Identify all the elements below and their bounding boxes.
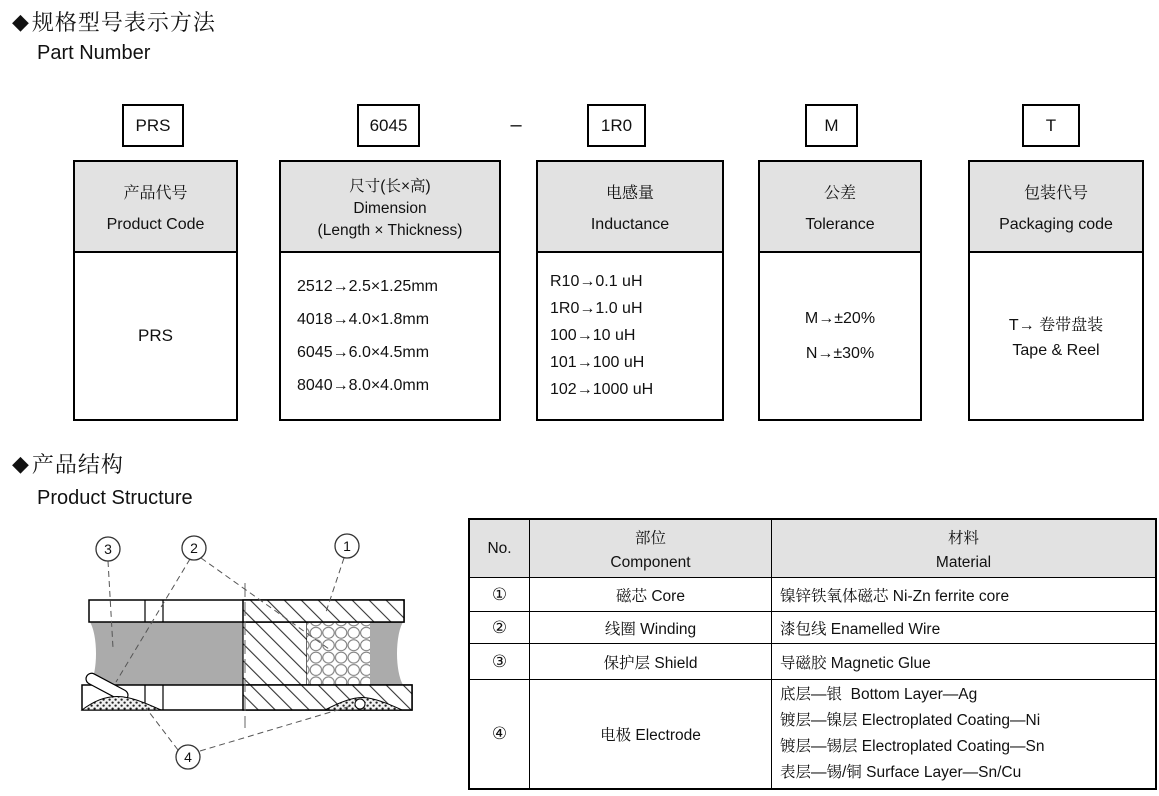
column-packaging-body: T→ 卷带盘装 Tape & Reel: [1008, 317, 1104, 359]
svg-text:2: 2: [190, 540, 198, 556]
callout-3: [96, 537, 120, 561]
shield-left: [90, 622, 243, 685]
column-inductance: [536, 160, 724, 421]
section1-title-en: Part Number: [37, 42, 151, 64]
section1-title: [12, 6, 216, 37]
column-tolerance-body: M→±20% N→±30%: [804, 309, 876, 362]
structure-header-material: 材料 Material: [772, 520, 1155, 578]
structure-row4-component: 电极 Electrode: [530, 680, 772, 788]
structure-row2-material: 漆包线 Enamelled Wire: [772, 612, 1155, 644]
code-box-packaging: T: [1022, 104, 1080, 147]
column-inductance-body: R10→0.1 uH 1R0→1.0 uH 100→10 uH 101→100 uH 102→1000 uH: [550, 273, 654, 398]
column-packaging: [968, 160, 1144, 421]
winding-coils: [307, 623, 370, 685]
column-tolerance-header: 公差 Tolerance: [760, 162, 920, 253]
code-box-tolerance: M: [805, 104, 858, 147]
svg-text:4: 4: [184, 749, 192, 765]
structure-row4-no: ④: [470, 680, 530, 788]
column-packaging-header: 包装代号 Packaging code: [970, 162, 1142, 253]
structure-row3-material: 导磁胶 Magnetic Glue: [772, 644, 1155, 680]
structure-header-no: No.: [470, 520, 530, 578]
section2-title-en: Product Structure: [37, 487, 193, 509]
svg-text:1: 1: [343, 538, 351, 554]
callout-1: [335, 534, 359, 558]
section2-title-zh: 产品结构: [31, 452, 124, 477]
column-dimension: [279, 160, 501, 421]
column-dimension-header: 尺寸(长×高) Dimension (Length × Thickness): [281, 162, 499, 253]
shield-right: [370, 622, 403, 685]
svg-text:3: 3: [104, 541, 112, 557]
column-product-code-header: 产品代号 Product Code: [75, 162, 236, 253]
structure-row1-component: 磁芯 Core: [530, 578, 772, 612]
structure-table: [468, 518, 1157, 790]
structure-row1-material: 镍锌铁氧体磁芯 Ni-Zn ferrite core: [772, 578, 1155, 612]
diamond-bullet-icon: ◆: [12, 450, 30, 476]
product-structure-diagram: [45, 515, 465, 796]
callout-2: [182, 536, 206, 560]
section2-title: [12, 448, 124, 479]
leader-4b: [200, 706, 351, 751]
core-top-plate-hatched: [243, 600, 404, 622]
wire-end-cross-section: [355, 699, 365, 709]
section1-title-zh: 规格型号表示方法: [31, 10, 216, 35]
structure-row2-component: 线圈 Winding: [530, 612, 772, 644]
column-inductance-header: 电感量 Inductance: [538, 162, 722, 253]
structure-row3-no: ③: [470, 644, 530, 680]
code-box-product: PRS: [122, 104, 184, 147]
code-box-inductance: 1R0: [587, 104, 646, 147]
structure-row1-no: ①: [470, 578, 530, 612]
callout-4: [176, 745, 200, 769]
structure-row3-component: 保护层 Shield: [530, 644, 772, 680]
structure-row2-no: ②: [470, 612, 530, 644]
column-dimension-body: 2512→2.5×1.25mm 4018→4.0×1.8mm 6045→6.0×4.5mm 8040→8.0×4.0mm: [297, 277, 438, 394]
leader-4a: [146, 708, 178, 750]
code-box-dimension: 6045: [357, 104, 420, 147]
column-tolerance: [758, 160, 922, 421]
column-product-code-body: PRS: [138, 326, 173, 345]
column-product-code: [73, 160, 238, 421]
diamond-bullet-icon: ◆: [12, 8, 30, 34]
core-center-column: [243, 622, 307, 685]
structure-header-component: 部位 Component: [530, 520, 772, 578]
structure-row4-material: 底层—银 Bottom Layer—Ag 镀层—镍层 Electroplated Coating—Ni 镀层—锡层 Electroplated Coating—Sn 表层—锡/铜 Surface Layer—Sn/Cu: [780, 686, 1045, 781]
part-number-separator: –: [510, 114, 522, 136]
